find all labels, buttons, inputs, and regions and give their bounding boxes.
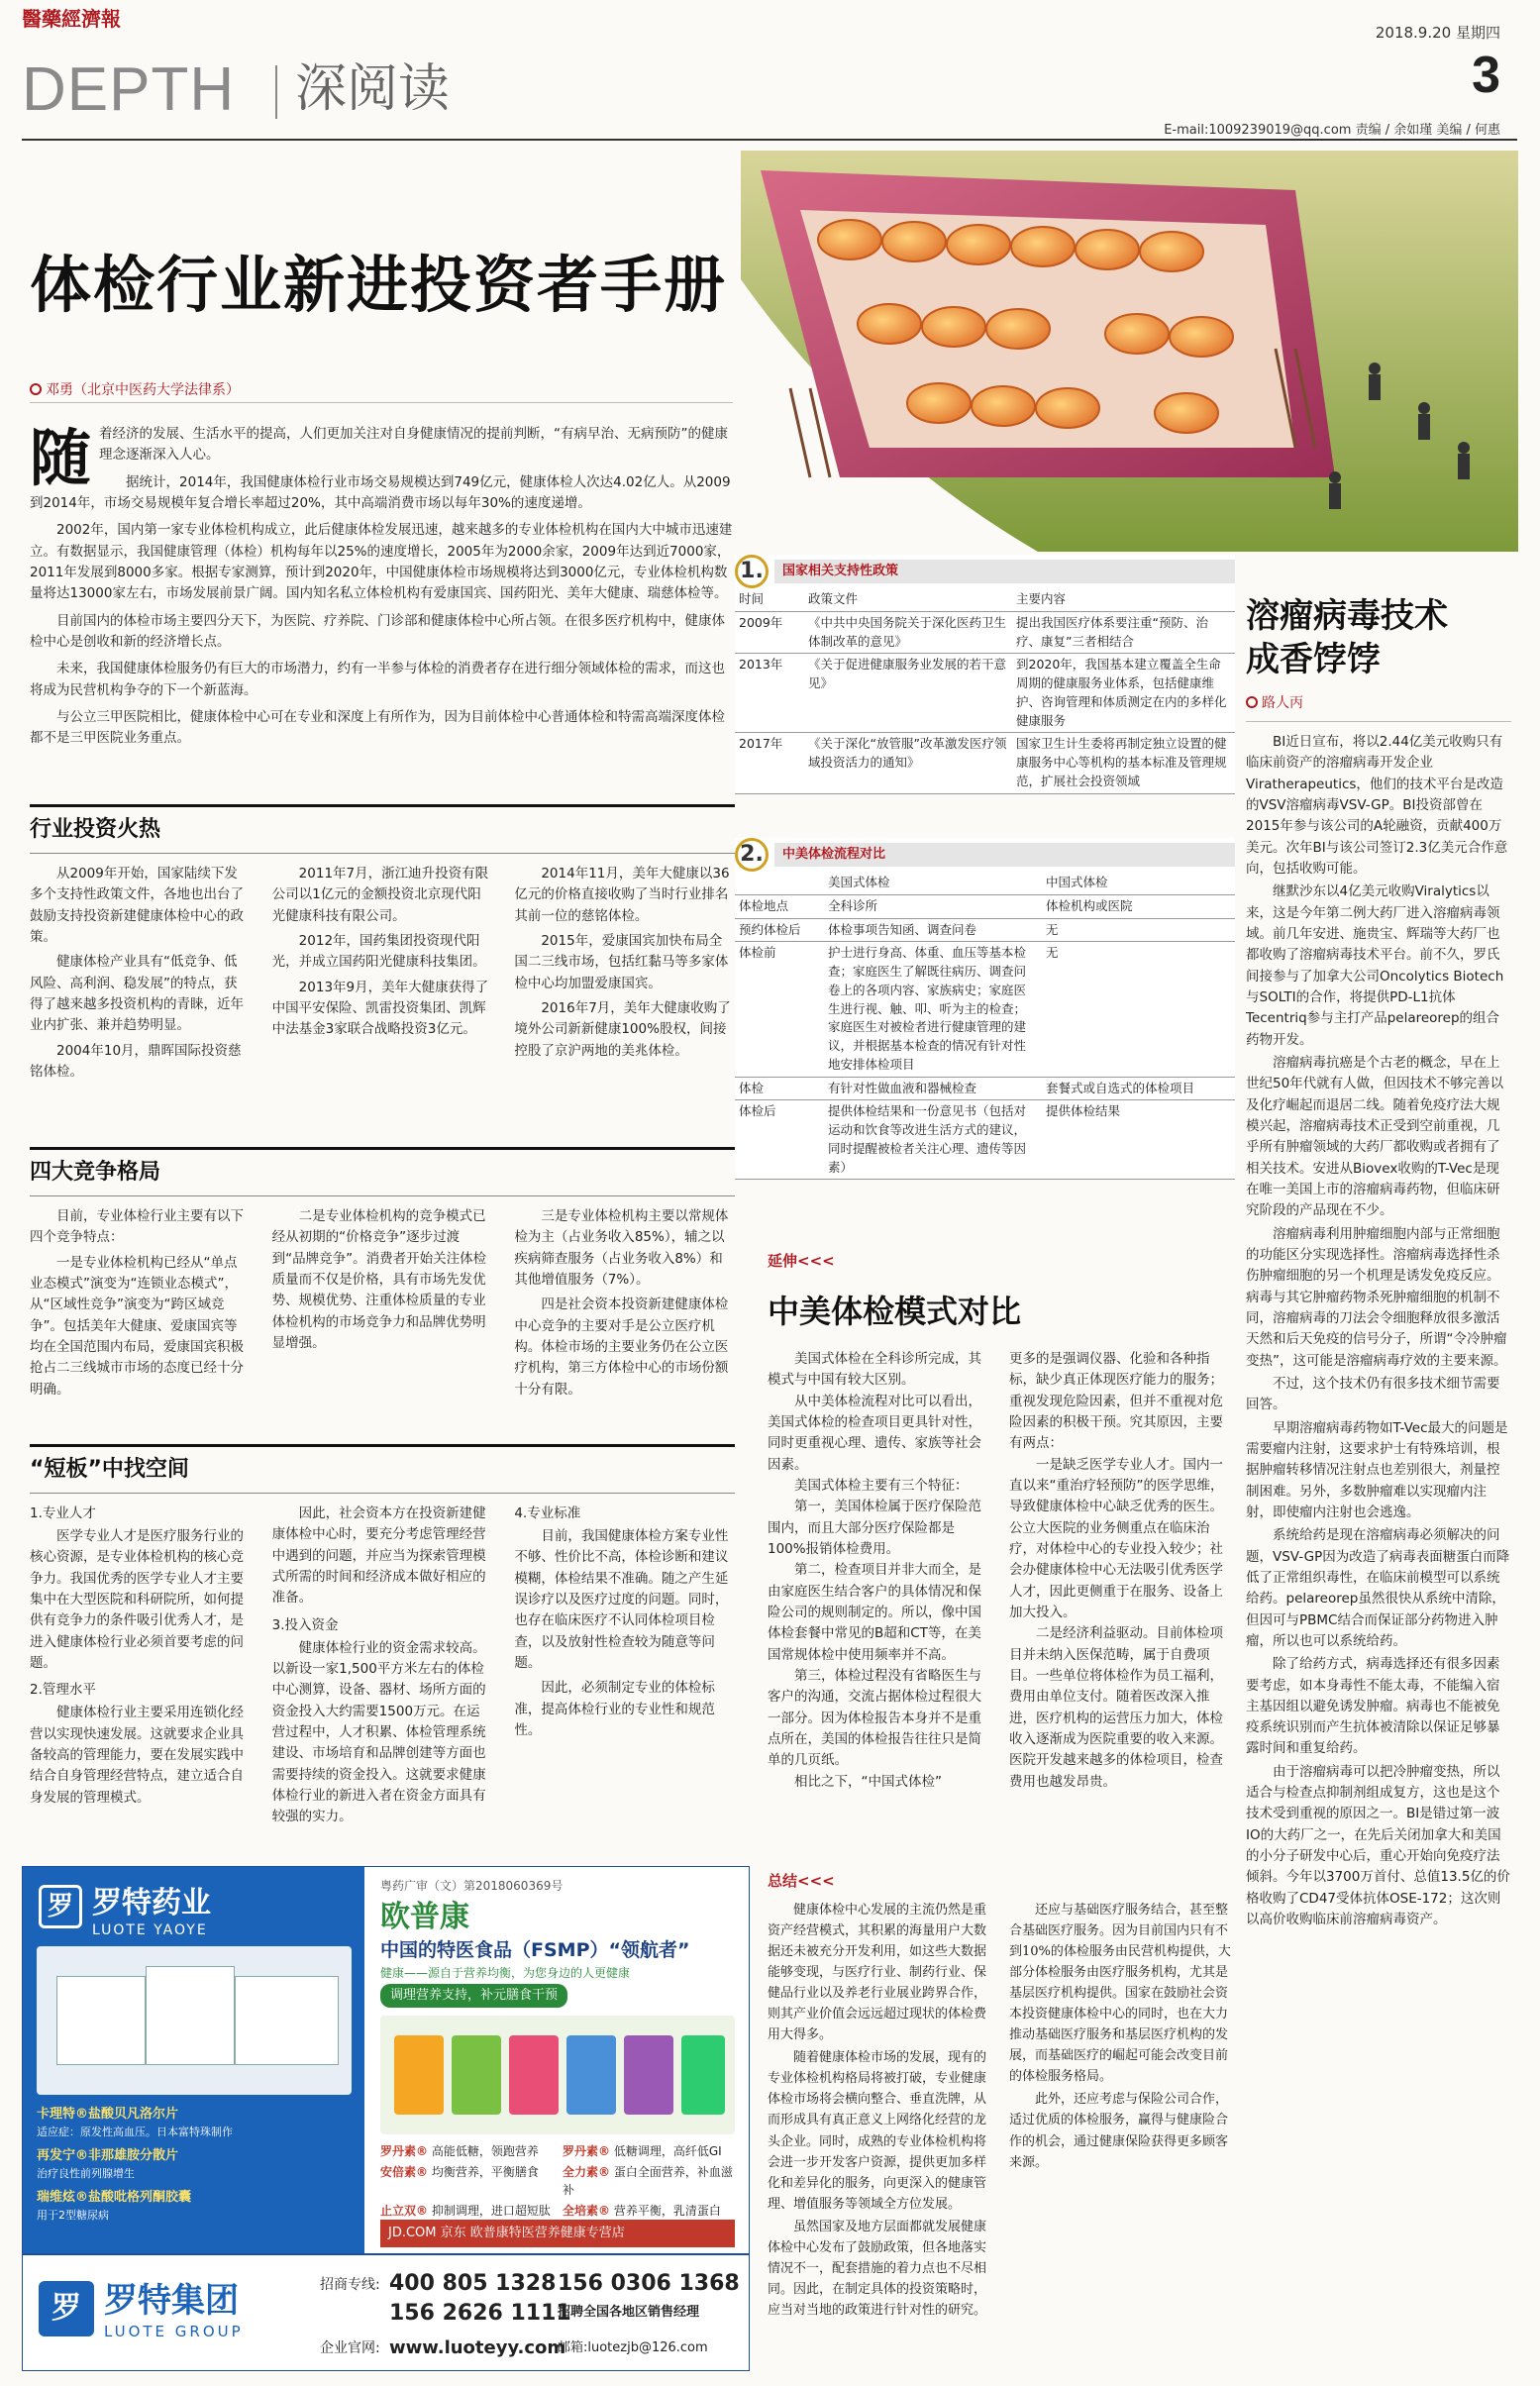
table [735,872,1235,1180]
section-divider [275,65,277,119]
subheading: 2.管理水平 [30,1682,96,1699]
paragraph: 2016年7月，美年大健康收购了境外公司新新健康100%股权，间接控股了京沪两地的美兆体检。 [514,1000,731,1059]
column [30,1504,251,1832]
table-row [735,733,1235,793]
section-en: DEPTH [22,55,236,124]
advertisement [22,1866,750,2371]
paragraph: 健康体检行业的资金需求较高。以新设一家1,500平方米左右的体检中心测算，设备、器材、场所方面的资金投入大约需要1500万元。在运营过程中，人才积累、体检管理系统建设、市场培育和品牌创建等方面也需要持续的资金投入。这就要求健康体检行业的新进入者在资金方面具有较强的实力。 [271,1639,486,1825]
ad-nutrition-item: 罗丹素® 低糖调理，高纤低GI [563,2144,722,2158]
section-cn: 深阅读 [295,59,451,119]
intro-paragraph: 据统计，2014年，我国健康体检行业市场交易规模达到749亿元，健康体检人次达4.02亿人。从2009到2014年，市场交易规模年复合增长率超过20%，其中高端消费市场以每年30%的速度递增。 [30,473,731,511]
side-article-byline: 路人丙 [1246,693,1511,722]
ad-email[interactable]: 邮箱:luotezjb@126.com [558,2340,708,2355]
paragraph: 由于溶瘤病毒可以把冷肿瘤变热，所以适合与检查点抑制剂组成复方，这也是这个技术受到重视的原因之一。BI是错过第一波IO的大药厂之一，在先后关闭加拿大和美国的小分子研发中心后，重心开始向免疫疗法倾斜。今年以3700万首付、总值13.5亿的价格收购了CD47受体抗体OSE-172；这次则以高价收购临床前溶瘤病毒资产。 [1246,1763,1510,1928]
ad-website[interactable]: www.luoteyy.com [389,2337,566,2358]
paragraph: 早期溶瘤病毒药物如T-Vec最大的问题是需要瘤内注射，这要求护士有特殊培训，根据肿瘤转移情况注射点也差别很大，剂量控制困难。另外，多数肿瘤难以实现瘤内注射，即使瘤内注射也会逃逸。 [1246,1419,1508,1520]
ad-nutrition-item: 全培素® 营养平衡，乳清蛋白 [563,2203,721,2218]
ad-product-desc: 适应症：原发性高血压。日本富特珠制作 [37,2125,233,2138]
policy-table [735,555,1235,794]
abacus-illustration [741,151,1518,552]
paragraph: 不过，这个技术仍有很多技术细节需要回答。 [1246,1375,1500,1413]
table-row [735,942,1235,1077]
paragraph: 一是缺乏医学专业人才。国内一直以来“重治疗轻预防”的医学思维，导致健康体检中心缺乏优秀的医生。公立大医院的业务侧重点在临床治疗，对体检中心的专业投入较少；社会办健康体检中心无法吸引优秀医学人才，因此更侧重于在服务、设备上加大投入。 [1009,1456,1224,1620]
column [768,1900,991,2323]
paragraph: 第三，体检过程没有省略医生与客户的沟通，交流占据体检过程很大一部分。因为体检报告本身并不是重点所在，美国的体检报告往往只是简单的几页纸。 [768,1667,981,1769]
paragraph: 溶瘤病毒抗癌是个古老的概念，早在上世纪50年代就有人做，但因技术不够完善以及化疗崛起而退居二线。随着免疫疗法大规模兴起，溶瘤病毒技术正受到空前重视，几乎所有肿瘤领域的大药厂都收购或者拥有了相关技术。安进从Biovex收购的T-Vec是现在唯一美国上市的溶瘤病毒药物，但临床研究阶段的产品现在不少。 [1246,1054,1504,1219]
byline-circle-icon [1246,696,1258,708]
intro-paragraph: 2002年，国内第一家专业体检机构成立，此后健康体检发展迅速，越来越多的专业体检机构在国内大中城市迅速建立。有数据显示，我国健康管理（体检）机构每年以25%的速度增长，2005年为2000余家，2009年达到近7000家，2011年发展到8000多家。根据专家测算，预计到2020年，中国健康体检市场规模将达到3000亿元，专业体检机构数量将达13000家左右，市场发展前景广阔。国内知名私立体检机构有爱康国宾、国药阳光、美年大健康、瑞慈体检等。 [30,522,733,602]
ad-brand-en: LUOTE YAOYE [92,1922,208,1938]
intro-paragraph: 与公立三甲医院相比，健康体检中心可在专业和深度上有所作为，因为目前体检中心普通体检和特需高端深度体检都不是三甲医院业务重点。 [30,708,725,747]
table-cell: 2009年 [735,611,804,654]
ad-tagline: 中国的特医食品（FSMP）“领航者” [380,1939,690,1961]
table-cell: 体检事项告知函、调查问卷 [824,918,1042,942]
ad-sub-slogan: 调理营养支持，补元膳食干预 [380,1984,567,2008]
ad-approval: 粤药广审（文）第2018060369号 [380,1879,564,1893]
product-can-icon [681,2035,725,2115]
product-box-icon [235,1976,339,2065]
paragraph: 2011年7月，浙江迪升投资有限公司以1亿元的金额投资北京现代阳光健康科技有限公司。 [271,866,489,924]
extension-title: 中美体检模式对比 [768,1293,1022,1330]
byline-circle-icon [30,383,42,395]
table-title [735,838,1235,872]
table-cell: 提供体检结果 [1042,1100,1235,1180]
table-cell: 无 [1042,942,1235,1077]
paragraph: 第二，检查项目并非大而全，是由家庭医生结合客户的具体情况和保险公司的规则制定的。所以，像中国体检套餐中常见的B超和CT等，在美国常规体检中使用频率并不高。 [768,1562,981,1663]
ad-product-cans-image [380,2016,735,2134]
table-cell: 国家卫生计生委将再制定独立设置的健康服务中心等机构的基本标准及管理规范，扩展社会投资领域 [1012,733,1235,793]
table-header-row [735,872,1235,894]
column [272,864,493,1087]
section-investment [30,804,735,1087]
intro-paragraph: 目前国内的体检市场主要四分天下，为医院、疗养院、门诊部和健康体检中心所占领。在很多医疗机构中，健康体检中心是创收和新的经济增长点。 [30,612,725,650]
product-box-icon [146,1966,235,2065]
page-number: 3 [1472,47,1500,104]
paragraph: 四是社会资本投资新建健康体检中心竞争的主要对手是公立医疗机构。体检市场的主要业务仍在公立医疗机构，第三方体检中心的市场份额十分有限。 [514,1297,729,1398]
paragraph: 此外，还应考虑与保险公司合作，适过优质的体检服务，赢得与健康险合作的机会，通过健康保险获得更多顾客来源。 [1009,2092,1229,2170]
side-article-title [1246,594,1511,681]
product-can-icon [394,2035,444,2115]
table-cell: 提出我国医疗体系要注重“预防、治疗、康复”三者相结合 [1012,611,1235,654]
luote-group-logo-icon: 罗 [39,2281,94,2336]
table-row [735,1100,1235,1180]
paragraph: 健康体检产业具有“低竞争、低风险、高利润、稳发展”的特点，获得了越来越多投资机构的青睐，近年业内扩张、兼并趋势明显。 [30,954,244,1034]
paragraph: 美国式体检主要有三个特征： [794,1477,969,1494]
paragraph: 健康体检中心发展的主流仍然是重资产经营模式，其积累的海量用户大数据还未被充分开发利用，如这些大数据能够变现，与医疗行业、制药行业、保健品行业以及养老行业展业跨界合作，则其产业价值会远远超过现状的体检费用大得多。 [768,1903,987,2043]
extension-body [768,1349,1233,1793]
table-header-row [735,588,1235,611]
paragraph: 第一，美国体检属于医疗保险范围内，而且大部分医疗保险都是100%报销体检费用。 [768,1499,981,1557]
ad-website-label: 企业官网: [320,2340,380,2356]
column [768,1349,991,1793]
dropcap: 随 [30,422,92,494]
ad-product-list [37,2105,352,2224]
ad-store-link: JD.COM 京东 欧普康特医营养健康专营店 [380,2220,735,2247]
paragraph: BI近日宣布，将以2.44亿美元收购只有临床前资产的溶瘤病毒开发企业Viratherapeutics，他们的技术平台是改造的VSV溶瘤病毒VSV-GP。BI投资部曾在2015年参与该公司的A轮融资，贡献400万美元。次年BI与该公司签订2.3亿美元合作意向，包括收购可能。 [1246,734,1508,878]
paragraph: 2013年9月，美年大健康获得了中国平安保险、凯雷投资集团、凯辉中法基金3家联合战略投资3亿元。 [271,979,489,1038]
paragraph: 医学专业人才是医疗服务行业的核心资源，是专业体检机构的核心竞争力。我国优秀的医学专业人才主要集中在大型医院和科研院所，如何提供有竞争力的条件吸引优秀人才，是进入健康体检行业必须首要考虑的问题。 [30,1528,244,1671]
paragraph: 还应与基础医疗服务结合，甚至整合基础医疗服务。因为目前国内只有不到10%的体检服务由民营机构提供，大部分体检服务由医疗服务机构，尤其是基层医疗机构提供。国家在鼓励社会资本投资健康体检中心的同时，也在大力推动基础医疗服务和基层医疗机构的发展，而基础医疗的崛起可能会改变目前的体检服务格局。 [1009,1903,1231,2085]
ad-group-name: 罗特集团 [104,2281,239,2321]
table-title-text: 中美体检流程对比 [774,843,1235,867]
product-can-icon [452,2035,501,2115]
section-heading: 行业投资火热 [30,804,735,847]
table-cell: 套餐式或自选式的体检项目 [1042,1077,1235,1100]
paragraph: 因此，必须制定专业的体检标准，提高体检行业的专业性和规范性。 [514,1680,715,1738]
ad-phone: 156 2626 1111 [389,2301,571,2326]
table-row [735,1077,1235,1100]
paragraph: 随着健康体检市场的发展，现有的专业体检机构格局将被打破，专业健康体检市场将会横向整合、垂直洗牌，从而形成具有真正意义上网络化经营的龙头企业。同时，成熟的专业体检机构将会进一步开发客户资源，提供更加多样化和差异化的服务，向更深入的健康管理、增值服务等领域全方位发展。 [768,2050,987,2212]
product-can-icon [566,2035,616,2115]
table [735,588,1235,794]
ad-phone: 400 805 1328 [389,2271,557,2296]
section-heading: “短板”中找空间 [30,1444,735,1487]
table-cell: 体检 [735,1077,824,1100]
paragraph: 2004年10月，鼎晖国际投资慈铭体检。 [30,1042,242,1081]
product-can-icon [624,2035,673,2115]
paragraph: 目前，我国健康体检方案专业性不够、性价比不高，体检诊断和建议模糊，体检结果不准确。随之产生延误诊疗以及医疗过度的问题。同时，也存在临床医疗不认同体检项目检查，以及放射性检查较为随意等问题。 [514,1528,729,1671]
title-line: 成香饽饽 [1246,640,1381,680]
section-columns [30,1504,735,1832]
side-article [1246,594,1511,1932]
byline-rule [30,402,733,403]
header-rule [22,139,1517,141]
column [272,1504,493,1832]
date: 2018.9.20 [1375,24,1452,42]
paragraph: 2015年，爱康国宾加快布局全国二三线市场，包括红黏马等多家体检中心均加盟爱康国宾。 [514,933,729,991]
product-box-icon [56,1976,146,2065]
section-rule [30,1195,735,1196]
paragraph: 从中美体检流程对比可以看出，美国式体检的检查项目更具针对性，同时更重视心理、遗传、家族等社会因素。 [768,1393,981,1473]
table-cell: 有针对性做血液和器械检查 [824,1077,1042,1100]
paragraph: 虽然国家及地方层面都就发展健康体检中心发布了鼓励政策，但各地落实情况不一，配套措施的着力点也不尽相同。因此，在制定具体的投资策略时，应当对当地的政策进行针对性的研究。 [768,2219,987,2318]
ad-slogan: 健康——源自于营养均衡，为您身边的人更健康 [380,1966,631,1980]
ad-nutrition-item: 全力素® 蛋白全面营养，补血滋补 [563,2164,733,2198]
table-cell: 《中共中央国务院关于深化医药卫生体制改革的意见》 [804,611,1012,654]
ad-product-box-image [37,1946,352,2095]
ad-left-panel [23,1867,364,2253]
table-cell: 体检前 [735,942,824,1077]
table-cell: 体检后 [735,1100,824,1180]
paragraph: 2014年11月，美年大健康以36亿元的价格直接收购了当时行业排名其前一位的慈铭体检。 [514,866,730,924]
paragraph: 目前，专业体检行业主要有以下四个竞争特点： [30,1208,244,1246]
column [30,1206,251,1404]
table-row [735,918,1235,942]
table-cell: 提供体检结果和一份意见书（包括对运动和饮食等改进生活方式的建议，同时提醒被检者关注心理、遗传等因素） [824,1100,1042,1180]
table-cell: 无 [1042,918,1235,942]
table-row [735,654,1235,733]
side-article-body [1246,732,1511,1930]
table-title-text: 国家相关支持性政策 [774,560,1235,583]
paragraph: 除了给药方式，病毒选择还有很多因素要考虑，如本身毒性不能太毒，不能编入宿主基因组以避免诱发肿瘤。病毒也不能被免疫系统识别而产生抗体被清除以保证足够暴露时间和重复给药。 [1246,1656,1500,1757]
paragraph: 一是专业体检机构已经从“单点业态模式”演变为“连锁业态模式”，从“区域性竞争”演变为“跨区域竞争”。包括美年大健康、爱康国宾等均在全国范围内布局，爱康国宾积极抢占二三线城市市场的态度已经十分明确。 [30,1254,244,1398]
ad-nutrition-item: 罗丹素® 高能低糖，领跑营养 [380,2144,539,2158]
summary-columns [768,1900,1233,2323]
extension-columns [768,1349,1233,1793]
table-cell: 《关于深化“放管服”改革激发医疗领域投资活力的通知》 [804,733,1012,793]
table-cell: 体检地点 [735,894,824,918]
issue-date [1376,22,1500,45]
weekday: 星期四 [1455,24,1500,42]
table-header: 主要内容 [1012,588,1235,611]
subheading: 1.专业人才 [30,1505,96,1522]
paragraph: 相比之下，“中国式体检” [794,1773,942,1790]
table-row [735,894,1235,918]
subheading: 4.专业标准 [514,1505,581,1522]
table-cell: 全科诊所 [824,894,1042,918]
table-number: 2. [735,838,769,872]
paragraph: 系统给药是现在溶瘤病毒必须解决的问题，VSV-GP因为改造了病毒表面糖蛋白而降低了正常组织毒性，在临床前模型可以系统给药。pelareorep虽然很快从系统中清除，但因可与PBMC结合而保证部分药物进入肿瘤，所以也可以系统给药。 [1246,1527,1510,1649]
table-cell: 2017年 [735,733,804,793]
paragraph: 继默沙东以4亿美元收购Viralytics以来，这是今年第二例大药厂进入溶瘤病毒领域。前几年安进、施贵宝、辉瑞等大药厂也都收购了溶瘤病毒技术平台。前不久，罗氏间接参与了加拿大公司Oncolytics Biotech与SOLTI的合作，将提供PD-L1抗体Tecentriq参与主打产品pelareorep的组合药物开发。 [1246,883,1504,1048]
paragraph: 从2009年开始，国家陆续下发多个支持性政策文件，各地也出台了鼓励支持投资新建健康体检中心的政策。 [30,866,244,946]
ad-product-desc: 治疗良性前列腺增生 [37,2166,135,2180]
summary-label: 总结<<< [768,1872,835,1890]
table-cell: 体检机构或医院 [1042,894,1235,918]
ad-group-name-en: LUOTE GROUP [104,2323,244,2340]
paragraph: 更多的是强调仪器、化验和各种指标，缺少真正体现医疗能力的服务；重视发现危险因素，但并不重视对危险因素的积极干预。究其原因，主要有两点： [1009,1351,1223,1452]
section-columns [30,1206,735,1404]
editor-line: E-mail:1009239019@qq.com 责编 / 余如瑾 美编 / 何惠 [1164,123,1500,138]
table-cell: 预约体检后 [735,918,824,942]
section-rule [30,853,735,854]
summary-body [768,1900,1233,2323]
table-cell: 《关于促进健康服务业发展的若干意见》 [804,654,1012,733]
masthead-logo: 醫藥經濟報 [22,7,121,31]
paragraph: 因此，社会资本方在投资新建健康体检中心时，要充分考虑管理经营中遇到的问题，并应当为探索管理模式所需的时间和经济成本做好相应的准备。 [271,1505,486,1607]
extension-label: 延伸<<< [768,1252,835,1270]
process-table [735,838,1235,1180]
column [514,1504,735,1832]
section-competition [30,1147,735,1404]
product-can-icon [509,2035,559,2115]
table-header: 政策文件 [804,588,1012,611]
paragraph: 溶瘤病毒利用肿瘤细胞内部与正常细胞的功能区分实现选择性。溶瘤病毒选择性杀伤肿瘤细胞的另一个机理是诱发免疫反应。病毒与其它肿瘤药物杀死肿瘤细胞的机制不同，溶瘤病毒的刀法会令细胞释放很多激活天然和后天免疫的信号分子，所谓“令冷肿瘤变热”，这可能是溶瘤病毒疗效的主要来源。 [1246,1225,1507,1369]
ad-brand: 罗特药业 [92,1886,211,1920]
paragraph: 美国式体检在全科诊所完成，其模式与中国有较大区别。 [768,1351,981,1389]
article-intro: 随着经济的发展、生活水平的提高，人们更加关注对自身健康情况的提前判断，“有病早治、无病预防”的健康理念逐渐深入人心。 据统计，2014年，我国健康体检行业市场交易规模达到749亿元，健康体检人次达4.02亿人。从2009到2014年，市场交易规模年复合增长率超过20%，其中高端消费市场以每年30%的速度递增。 2002年，国内第一家专业体检机构成立，此后健康体检发展迅速，越来越多的专业体检机构在国内大中城市迅速建立。有数据显示，我国健康管理（体检）机构每年以25%的速度增长，2005年为2000余家，2009年达到近7000家，2011年发展到8000多家。根据专家测算，预计到2020年，中国健康体检市场规模将达到3000亿元，专业体检机构数量将达13000家左右，市场发展前景广阔。国内知名私立体检机构有爱康国宾、国药阳光、美年大健康、瑞慈体检等。 目前国内的体检市场主要四分天下，为医院、疗养院、门诊部和健康体检中心所占领。在很多医疗机构中，健康体检中心是创收和新的经济增长点。 未来，我国健康体检服务仍有巨大的市场潜力，约有一半参与体检的消费者存在进行细分领域体检的需求，而这也将成为民营机构争夺的下一个新蓝海。 与公立三甲医院相比，健康体检中心可在专业和深度上有所作为，因为目前体检中心普通体检和特需高端深度体检都不是三甲医院业务重点。 [30,424,735,756]
section-shortboard [30,1444,735,1832]
table-number: 1. [735,555,769,588]
table-header [735,872,824,894]
intro-paragraph: 未来，我国健康体检服务仍有巨大的市场潜力，约有一半参与体检的消费者存在进行细分领域体检的需求，而这也将成为民营机构争夺的下一个新蓝海。 [30,661,725,698]
column [30,864,251,1087]
luote-logo-icon: 罗 [39,1885,82,1928]
column [1009,1900,1233,2323]
table-header: 美国式体检 [824,872,1042,894]
column [1009,1349,1233,1793]
ad-nutrition-list [380,2142,735,2220]
ad-hotline-note: 招聘全国各地区销售经理 [558,2305,700,2320]
table-row [735,611,1235,654]
ad-right-panel [364,1867,750,2253]
ad-hotline-label: 招商专线: [320,2277,380,2293]
table-title [735,555,1235,588]
paragraph: 二是经济利益驱动。目前体检项目并未纳入医保范畴，属于自费项目。一些单位将体检作为员工福利，费用由单位支付。随着医改深入推进，医疗机构的运营压力加大，体检收入逐渐成为医院重要的收入来源。医院开发越来越多的体检项目，检查费用也越发昂贵。 [1009,1625,1223,1790]
ad-bottom-bar [23,2253,750,2371]
column [272,1206,493,1404]
column [514,864,735,1087]
paragraph: 三是专业体检机构主要以常规体检为主（占业务收入85%），辅之以疾病筛查服务（占业务收入8%）和其他增值服务（7%）。 [514,1208,729,1289]
section-heading: 四大竞争格局 [30,1147,735,1190]
paragraph: 健康体检行业主要采用连锁化经营以实现快速发展。这就要求企业具备较高的管理能力，要在发展实践中结合自身管理经营特点，建立适合自身发展的管理模式。 [30,1705,244,1806]
column [514,1206,735,1404]
table-cell: 到2020年，我国基本建立覆盖全生命周期的健康服务业体系，包括健康维护、咨询管理和体质测定在内的多样化健康服务 [1012,654,1235,733]
table-header: 时间 [735,588,804,611]
table-cell: 2013年 [735,654,804,733]
ad-product-name: 卡理特®盐酸贝凡洛尔片 [37,2107,179,2122]
ad-nutrition-item: 止立双® 抑制调理，进口超短肽 [380,2203,551,2218]
ad-nutrition-item: 安倍素® 均衡营养，平衡膳食 [380,2164,539,2179]
title-line: 溶瘤病毒技术 [1246,596,1448,636]
article-title: 体检行业新进投资者手册 [30,249,728,321]
ad-phone: 156 0306 1368 [558,2271,740,2296]
ad-product-name: 再发宁®非那雄胺分散片 [37,2148,179,2163]
ad-product-name: 瑞维炫®盐酸吡格列酮胶囊 [37,2190,192,2205]
section-columns [30,864,735,1087]
table-cell: 护士进行身高、体重、血压等基本检查；家庭医生了解既往病历、调查问卷上的各项内容、家族病史；家庭医生进行视、触、叩、听为主的检查；家庭医生对被检者进行健康管理的建议，并根据基本检查的情况有针对性地安排体检项目 [824,942,1042,1077]
article-byline: 邓勇（北京中医药大学法律系） [30,380,240,402]
paragraph: 2012年，国药集团投资现代阳光，并成立国药阳光健康科技集团。 [271,933,486,971]
table-header: 中国式体检 [1042,872,1235,894]
section-rule [30,1493,735,1494]
paragraph: 二是专业体检机构的竞争模式已经从初期的“价格竞争”逐步过渡到“品牌竞争”。消费者开始关注体检质量而不仅是价格，具有市场先发优势、规模优势、注重体检质量的专业体检机构的市场竞争力和品牌优势明显增强。 [271,1208,487,1352]
ad-product-brand: 欧普康 [380,1900,469,1934]
subheading: 3.投入资金 [271,1616,339,1633]
ad-product-desc: 用于2型糖尿病 [37,2208,109,2222]
